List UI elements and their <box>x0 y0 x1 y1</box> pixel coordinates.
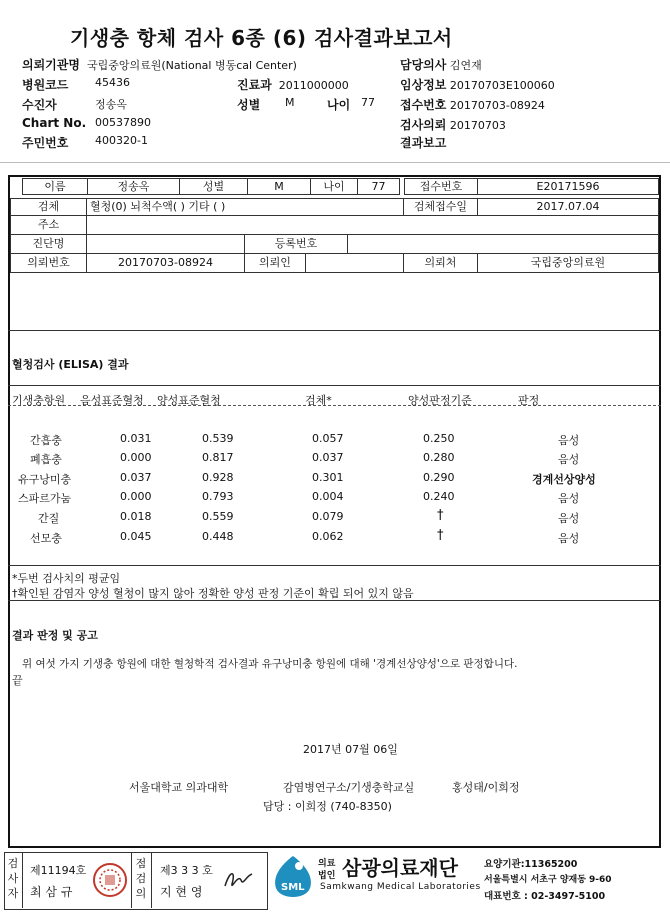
cell-antigen: 간질 <box>38 512 60 525</box>
cell-sample: 0.004 <box>312 490 344 503</box>
cell-cutoff: † <box>437 528 444 543</box>
th-antigen: 기생충항원 <box>12 394 66 407</box>
cell-neg: 0.018 <box>120 510 152 523</box>
corp-label-2: 법인 <box>318 871 336 881</box>
cell-neg: 0.037 <box>120 471 152 484</box>
diagnosis-value <box>86 234 245 254</box>
cell-cutoff: † <box>437 508 444 523</box>
cell-antigen: 간흡충 <box>30 434 62 447</box>
reviewer-name: 지 현 영 <box>160 885 203 899</box>
cell-sample: 0.301 <box>312 471 344 484</box>
header-receipt: 접수번호 20170703-08924 <box>400 98 545 112</box>
name-value: 정송옥 <box>87 178 180 195</box>
header-doctor: 담당의사 김연재 <box>400 58 482 72</box>
header-clinical: 임상정보 20170703E100060 <box>400 78 555 92</box>
cell-pos: 0.539 <box>202 432 234 445</box>
cell-pos: 0.928 <box>202 471 234 484</box>
divider <box>151 852 152 908</box>
org-phone: 대표번호 : 02-3497-5100 <box>484 891 606 902</box>
cell-sample: 0.037 <box>312 451 344 464</box>
header-chart: Chart No. 00537890 <box>22 116 151 130</box>
header-dept: 진료과 2011000000 <box>237 78 349 92</box>
note-average: *두번 검사치의 평균임 <box>12 572 121 585</box>
request-value: 20170703-08924 <box>86 253 245 273</box>
cell-antigen: 유구낭미충 <box>18 473 72 486</box>
signature-icon <box>222 866 256 894</box>
header-org: 의뢰기관명 국립중앙의료원(National 병동cal Center) <box>22 58 297 72</box>
header-sex: 성별 M <box>237 96 295 112</box>
cell-sample: 0.062 <box>312 530 344 543</box>
sex-label: 성별 <box>179 178 248 195</box>
cell-result: 음성 <box>558 492 580 505</box>
specimen-date-label: 검체접수일 <box>403 198 478 216</box>
requester-org-value: 국립중앙의료원 <box>477 253 659 273</box>
reg-value <box>347 234 659 254</box>
request-label: 의뢰번호 <box>10 253 87 273</box>
th-cutoff: 양성판정기준 <box>408 394 472 407</box>
divider <box>22 852 23 908</box>
cell-neg: 0.045 <box>120 530 152 543</box>
receipt-value: E20171596 <box>477 178 659 195</box>
header-request: 검사의뢰 20170703 <box>400 118 506 132</box>
cell-result: 음성 <box>558 512 580 525</box>
reviewer-label: 점검의 <box>135 857 147 900</box>
cell-cutoff: 0.250 <box>423 432 455 445</box>
report-title: 기생충 항체 검사 6종 (6) 검사결과보고서 <box>70 26 453 50</box>
footer <box>0 852 670 916</box>
header-divider <box>0 162 670 163</box>
th-sample: 검체* <box>305 394 332 407</box>
cell-result: 음성 <box>558 532 580 545</box>
divider <box>8 330 661 331</box>
age-value: 77 <box>357 178 400 195</box>
note-dagger: †확인된 감염자 양성 혈청이 많지 않아 정확한 양성 판정 기준이 확립 되어 있지 않음 <box>12 587 414 600</box>
age-label: 나이 <box>310 178 358 195</box>
header-patient: 수진자 정송옥 <box>22 98 127 112</box>
sml-logo-icon <box>270 854 316 904</box>
header-report: 결과보고 <box>400 136 447 150</box>
divider <box>8 385 661 386</box>
inspector-number: 제11194호 <box>30 864 87 877</box>
cell-sample: 0.079 <box>312 510 344 523</box>
th-result: 판정 <box>518 394 540 407</box>
divider <box>131 852 132 908</box>
serum-section-title: 혈청검사 (ELISA) 결과 <box>12 358 129 371</box>
conclusion-text: 위 여섯 가지 기생충 항원에 대한 혈청학적 검사결과 유구낭미충 항원에 대해 '경계선상양성'으로 판정합니다. <box>22 658 518 670</box>
signers: 홍성태/이희정 <box>452 781 520 794</box>
contact: 담당 : 이희정 (740-8350) <box>263 800 392 813</box>
address-label: 주소 <box>10 215 87 235</box>
requester-label: 의뢰인 <box>244 253 306 273</box>
cell-antigen: 선모충 <box>30 532 62 545</box>
header-age: 나이 77 <box>327 96 375 112</box>
specimen-date-value: 2017.07.04 <box>477 198 659 216</box>
cell-result: 음성 <box>558 434 580 447</box>
reviewer-number: 제3 3 3 호 <box>160 864 213 877</box>
cell-neg: 0.031 <box>120 432 152 445</box>
cell-pos: 0.448 <box>202 530 234 543</box>
cell-neg: 0.000 <box>120 451 152 464</box>
cell-neg: 0.000 <box>120 490 152 503</box>
inspector-label: 검사자 <box>7 857 19 900</box>
cell-result: 음성 <box>558 453 580 466</box>
inspector-seal-icon <box>92 862 128 898</box>
th-pos: 양성표준혈청 <box>157 394 221 407</box>
requester-org-label: 의뢰처 <box>403 253 478 273</box>
org-code: 요양기관:11365200 <box>484 859 578 870</box>
org-name: 삼광의료재단 <box>342 856 458 880</box>
report-date: 2017년 07월 06일 <box>303 743 398 756</box>
cell-pos: 0.793 <box>202 490 234 503</box>
cell-sample: 0.057 <box>312 432 344 445</box>
cell-result: 경계선상양성 <box>532 473 596 486</box>
sex-value: M <box>247 178 311 195</box>
diagnosis-label: 진단명 <box>10 234 87 254</box>
header-id: 주민번호 400320-1 <box>22 134 148 150</box>
specimen-label: 검체 <box>10 198 87 216</box>
address-value <box>86 215 659 235</box>
conclusion-end: 끝 <box>12 674 23 687</box>
requester-value <box>305 253 404 273</box>
cell-pos: 0.817 <box>202 451 234 464</box>
logo-mark: SML <box>281 882 305 893</box>
institution: 서울대학교 의과대학 <box>129 781 229 794</box>
corp-label-1: 의료 <box>318 859 336 869</box>
org-address: 서울특별시 서초구 양재동 9-60 <box>484 875 612 885</box>
result-section-title: 결과 판정 및 공고 <box>12 629 98 642</box>
cell-pos: 0.559 <box>202 510 234 523</box>
cell-cutoff: 0.290 <box>423 471 455 484</box>
cell-antigen: 폐흡충 <box>30 453 62 466</box>
inspector-name: 최 삼 규 <box>30 885 73 899</box>
specimen-value: 혈청(0) 뇌척수액( ) 기타 ( ) <box>86 198 404 216</box>
receipt-label: 접수번호 <box>404 178 478 195</box>
reg-label: 등록번호 <box>244 234 348 254</box>
department: 감염병연구소/기생충학교실 <box>283 781 415 794</box>
org-name-en: Samkwang Medical Laboratories <box>320 882 481 892</box>
header-code: 병원코드 45436 <box>22 76 130 92</box>
cell-cutoff: 0.280 <box>423 451 455 464</box>
th-neg: 음성표준혈청 <box>80 394 144 407</box>
cell-antigen: 스파르가눔 <box>18 492 72 505</box>
cell-cutoff: 0.240 <box>423 490 455 503</box>
name-label: 이름 <box>22 178 88 195</box>
divider <box>8 565 661 566</box>
